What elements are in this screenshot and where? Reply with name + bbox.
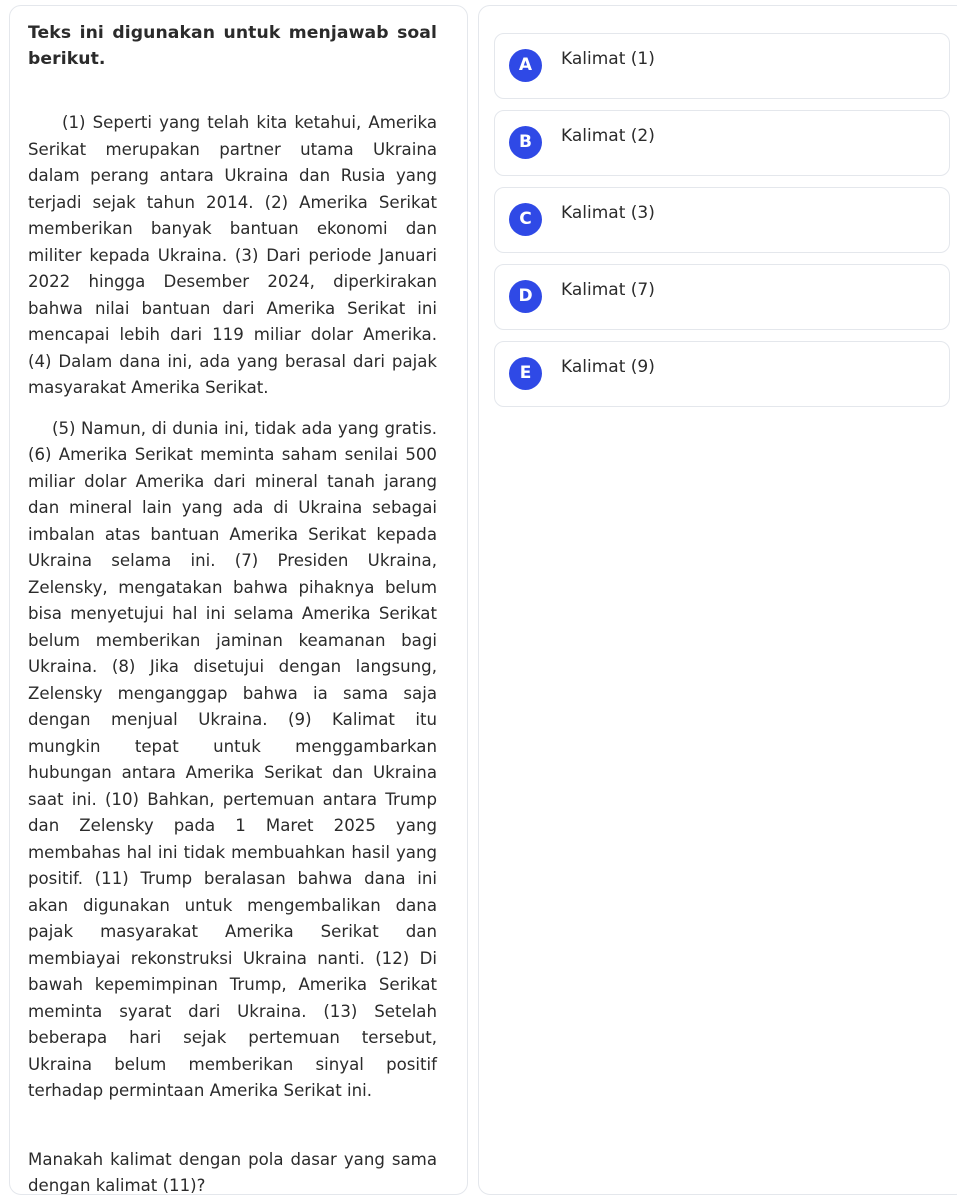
passage-panel <box>9 5 468 1195</box>
option-a[interactable] <box>494 33 950 99</box>
option-c-badge: C <box>509 203 542 236</box>
option-d-badge: D <box>509 280 542 313</box>
passage-heading: Teks ini digunakan untuk menjawab soal berikut. <box>28 20 437 72</box>
passage-paragraph-2: (5) Namun, di dunia ini, tidak ada yang gratis. (6) Amerika Serikat meminta saham senilai 500 miliar dolar Amerika dari mineral tanah jarang dan mineral lain yang ada di Ukraina sebagai imbalan atas bantuan Amerika Serikat kepada Ukraina selama ini. (7) Presiden Ukraina, Zelensky, mengatakan bahwa pihaknya belum bisa menyetujui hal ini selama Amerika Serikat belum memberikan jaminan keamanan bagi Ukraina. (8) Jika disetujui dengan langsung, Zelensky menganggap bahwa ia sama saja dengan menjual Ukraina. (9) Kalimat itu mungkin tepat untuk menggambarkan hubungan antara Amerika Serikat dan Ukraina saat ini. (10) Bahkan, pertemuan antara Trump dan Zelensky pada 1 Maret 2025 yang membahas hal ini tidak membuahkan hasil yang positif. (11) Trump beralasan bahwa dana ini akan digunakan untuk mengembalikan dana pajak masyarakat Amerika Serikat dan membiayai rekonstruksi Ukraina nanti. (12) Di bawah kepemimpinan Trump, Amerika Serikat meminta syarat dari Ukraina. (13) Setelah beberapa hari sejak pertemuan tersebut, Ukraina belum memberikan sinyal positif terhadap permintaan Amerika Serikat ini. <box>28 416 437 1105</box>
option-d-label: Kalimat (7) <box>561 279 655 301</box>
option-b-badge: B <box>509 126 542 159</box>
option-a-badge: A <box>509 49 542 82</box>
option-b-label: Kalimat (2) <box>561 125 655 147</box>
option-e-badge: E <box>509 357 542 390</box>
options-panel <box>478 5 957 1195</box>
passage-paragraph-1: (1) Seperti yang telah kita ketahui, Amerika Serikat merupakan partner utama Ukraina dalam perang antara Ukraina dan Rusia yang terjadi sejak tahun 2014. (2) Amerika Serikat memberikan banyak bantuan ekonomi dan militer kepada Ukraina. (3) Dari periode Januari 2022 hingga Desember 2024, diperkirakan bahwa nilai bantuan dari Amerika Serikat ini mencapai lebih dari 119 miliar dolar Amerika. (4) Dalam dana ini, ada yang berasal dari pajak masyarakat Amerika Serikat. <box>28 110 437 402</box>
option-c-label: Kalimat (3) <box>561 202 655 224</box>
option-a-label: Kalimat (1) <box>561 48 655 70</box>
option-b[interactable] <box>494 110 950 176</box>
option-c[interactable] <box>494 187 950 253</box>
option-e-label: Kalimat (9) <box>561 356 655 378</box>
option-e[interactable] <box>494 341 950 407</box>
question-text: Manakah kalimat dengan pola dasar yang sama dengan kalimat (11)? <box>28 1147 437 1195</box>
option-d[interactable] <box>494 264 950 330</box>
